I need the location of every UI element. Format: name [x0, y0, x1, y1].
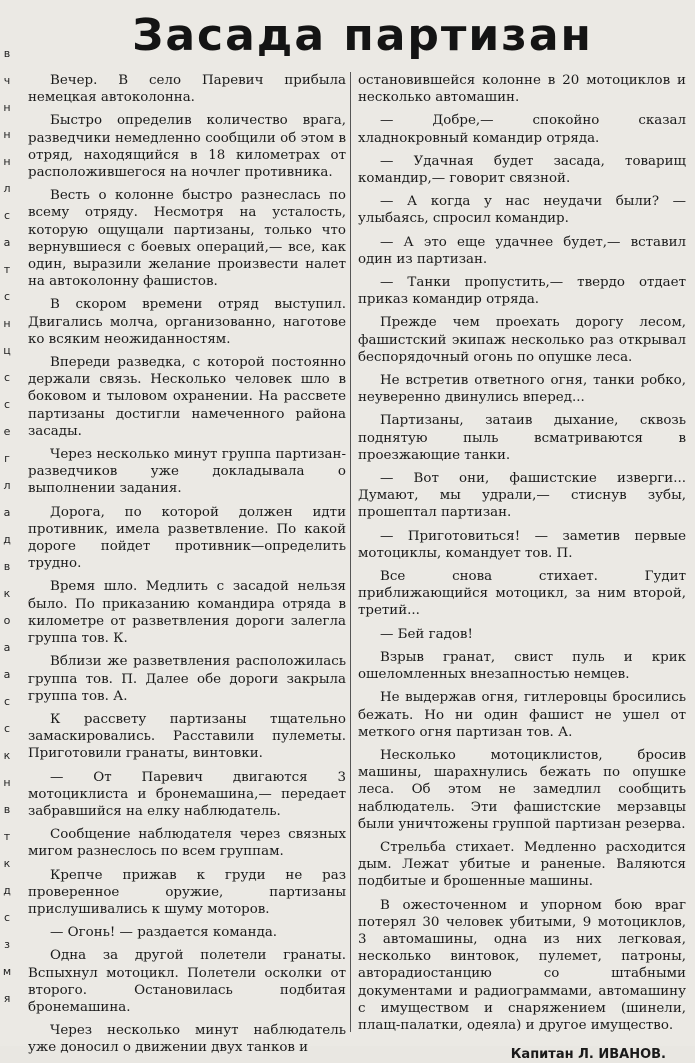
article-paragraph: Не встретив ответного огня, танки робко, неуверенно двинулись вперед... [358, 373, 686, 406]
article-paragraph: Одна за другой полетели гранаты. Вспыхнул мотоцикл. Полетели осколки от второго. Остановилась подбитая бронемашина. [28, 948, 346, 1015]
margin-letter: а [3, 236, 11, 249]
margin-letter: г [4, 452, 10, 465]
article-paragraph: — Танки пропустить,— твердо отдает приказ командир отряда. [358, 275, 686, 308]
margin-letter: с [3, 290, 11, 303]
margin-letter: в [3, 560, 11, 573]
margin-letter: я [3, 992, 11, 1005]
margin-letter: а [3, 668, 11, 681]
margin-letter: к [3, 749, 11, 762]
article-column-right [358, 72, 686, 1063]
margin-letter: с [3, 371, 11, 384]
article-paragraph: — Бей гадов! [380, 626, 473, 642]
article-paragraph: Взрыв гранат, свист пуль и крик ошеломленных внезапностью немцев. [358, 649, 686, 683]
article-paragraph: Прежде чем проехать дорогу лесом, фашистский экипаж несколько раз открывал беспорядочный огонь по опушке леса. [358, 315, 686, 365]
margin-letter: в [3, 47, 11, 60]
margin-letter: а [3, 641, 11, 654]
margin-letter: н [3, 317, 11, 330]
margin-letter: н [3, 128, 11, 141]
article-paragraph: Впереди разведка, с которой постоянно держали связь. Несколько человек шло в боковом и тыловом охранении. На рассвете партизаны достигли намеченного района засады. [28, 355, 346, 439]
margin-letter: д [3, 533, 11, 546]
margin-letter: ч [3, 74, 11, 87]
margin-letter: л [3, 182, 11, 195]
margin-letter: с [3, 722, 11, 735]
article-paragraph: Через несколько минут группа партизан-разведчиков уже докладывала о выполнении задания. [28, 447, 346, 497]
article-paragraph: Быстро определив количество врага, разведчики немедленно сообщили об этом в отряд, находящийся в 18 километрах от расположившегося на ночлег противника. [28, 113, 346, 181]
article-paragraph: — От Паревич двигаются 3 мотоциклиста и бронемашина,— передает забравшийся на елку наблюдатель. [28, 769, 346, 819]
article-paragraph: Время шло. Медлить с засадой нельзя было. По приказанию командира отряда в километре от разветвления дороги залегла группа тов. К. [28, 579, 346, 647]
article-paragraph: В скором времени отряд выступил. Двигались молча, организованно, наготове ко всяким неожиданностям. [28, 297, 346, 347]
article-paragraph: Партизаны, затаив дыхание, сквозь поднятую пыль всматриваются в проезжающие танки. [358, 413, 686, 463]
article-paragraph: — Вот они, фашистские изверги... Думают, мы удрали,— стиснув зубы, прошептал партизан. [358, 471, 686, 521]
margin-letter: ц [3, 344, 11, 357]
author-signature: Капитан Л. ИВАНОВ. [510, 1047, 666, 1063]
margin-letter: с [3, 209, 11, 222]
margin-letter: т [3, 263, 11, 276]
margin-letter: с [3, 398, 11, 411]
article-paragraph: Весть о колонне быстро разнеслась по всему отряду. Несмотря на усталость, которую ощущали партизаны, только что вернувшиеся с боевых операций,— все, как один, выразили желание произвести налет на автоколонну фашистов. [28, 188, 346, 290]
margin-letter: е [3, 425, 11, 438]
left-margin-fragment [0, 40, 14, 1020]
margin-letter: с [3, 911, 11, 924]
margin-letter: д [3, 884, 11, 897]
article-paragraph: Дорога, по которой должен идти противник, имела разветвление. По какой дороге пойдет противник—определить трудно. [28, 504, 346, 572]
margin-letter: о [3, 614, 11, 627]
article-column-left [28, 72, 346, 1063]
article-headline: Засада партизан [132, 10, 593, 61]
column-divider [350, 72, 351, 1032]
article-paragraph: — Удачная будет засада, товарищ командир,— говорит связной. [358, 153, 686, 187]
article-paragraph: Через несколько минут наблюдатель уже доносил о движении двух танков и [28, 1023, 346, 1056]
margin-letter: н [3, 776, 11, 789]
article-paragraph: — Добре,— спокойно сказал хладнокровный командир отряда. [358, 113, 686, 146]
article-paragraph: — Приготовиться! — заметив первые мотоциклы, командует тов. П. [358, 528, 686, 561]
margin-letter: к [3, 587, 11, 600]
margin-letter: а [3, 506, 11, 519]
margin-letter: н [3, 101, 11, 114]
margin-letter: к [3, 857, 11, 870]
article-paragraph: остановившейся колонне в 20 мотоциклов и несколько автомашин. [358, 73, 686, 106]
article-paragraph: Все снова стихает. Гудит приближающийся мотоцикл, за ним второй, третий... [358, 569, 686, 619]
margin-letter: л [3, 479, 11, 492]
margin-letter: т [3, 830, 11, 843]
article-paragraph: — Огонь! — раздается команда. [50, 925, 278, 941]
article-paragraph: — А когда у нас неудачи были? — улыбаясь, спросил командир. [358, 194, 686, 227]
margin-letter: н [3, 155, 11, 168]
article-paragraph: Вечер. В село Паревич прибыла немецкая автоколонна. [28, 73, 346, 106]
margin-letter: с [3, 695, 11, 708]
article-paragraph: Стрельба стихает. Медленно расходится дым. Лежат убитые и раненые. Валяются подбитые и брошенные машины. [358, 839, 686, 890]
article-paragraph: Крепче прижав к груди не раз проверенное оружие, партизаны прислушивались к шуму моторов. [28, 867, 346, 917]
margin-letter: м [2, 965, 12, 978]
article-paragraph: К рассвету партизаны тщательно замаскировались. Расставили пулеметы. Приготовили гранаты, винтовки. [28, 711, 346, 762]
margin-letter: в [3, 803, 11, 816]
margin-letter: з [4, 938, 10, 951]
article-paragraph: В ожесточенном и упорном бою враг потерял 30 человек убитыми, 9 мотоциклов, 3 автомашины, одна из них легковая, несколько винтовок, пулемет, патроны, авторадиостанцию со штабными документами и радиограммами, автомашину с имуществом и снаряжением (шинели, плащ-палатки, одеяла) и другое имущество. [358, 897, 686, 1033]
article-paragraph: Не выдержав огня, гитлеровцы бросились бежать. Но ни один фашист не ушел от меткого огня партизан тов. А. [358, 690, 686, 740]
article-paragraph: Вблизи же разветвления расположилась группа тов. П. Далее обе дороги закрыла группа тов. А. [28, 654, 346, 704]
article-paragraph: Сообщение наблюдателя через связных мигом разнеслось по всем группам. [28, 827, 346, 860]
article-paragraph: Несколько мотоциклистов, бросив машины, шарахнулись бежать по опушке леса. Об этом не замедлил сообщить наблюдатель. Эти фашистские мерзавцы были уничтожены группой партизан резерва. [358, 747, 686, 832]
article-paragraph: — А это еще удачнее будет,— вставил один из партизан. [358, 234, 686, 267]
